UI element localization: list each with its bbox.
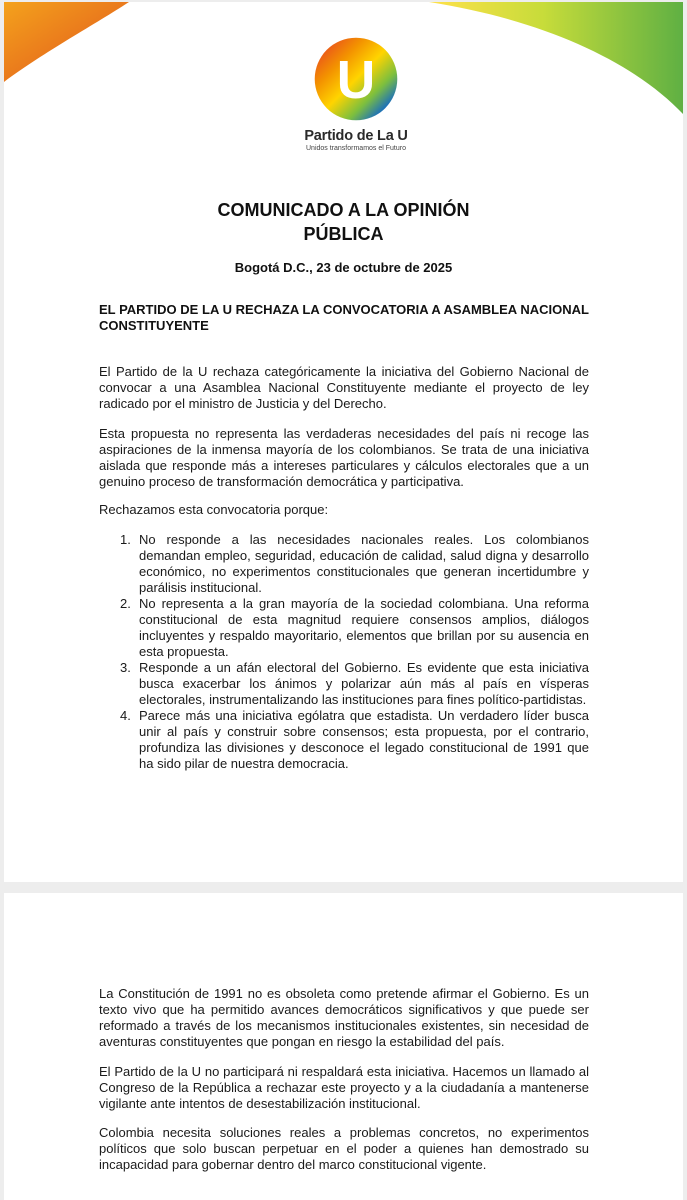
title-line-2: PÚBLICA xyxy=(303,224,384,244)
reason-item xyxy=(120,660,589,708)
reasons-list xyxy=(120,532,589,772)
reason-number: 1. xyxy=(120,532,131,547)
title-line-1: COMUNICADO A LA OPINIÓN xyxy=(217,200,470,220)
party-logo xyxy=(276,36,436,152)
headline: EL PARTIDO DE LA U RECHAZA LA CONVOCATORIA A ASAMBLEA NACIONAL CONSTITUYENTE xyxy=(99,302,589,333)
reason-item xyxy=(120,532,589,596)
document-title xyxy=(4,198,683,246)
party-tagline: Unidos transformamos el Futuro xyxy=(306,145,406,152)
reason-number: 4. xyxy=(120,708,131,723)
reason-item xyxy=(120,708,589,772)
document-page-2 xyxy=(4,893,683,1200)
document-page-1 xyxy=(4,2,683,882)
paragraph-4: El Partido de la U no participará ni respaldará esta iniciativa. Hacemos un llamado al Congreso de la República a rechazar este proyecto y a la ciudadanía a mantenerse vigilante ante intentos de desestabilización institucional. xyxy=(99,1064,589,1111)
paragraph-2: Esta propuesta no representa las verdaderas necesidades del país ni recoge las aspiraciones de la inmensa mayoría de los colombianos. Se trata de una iniciativa aislada que responde más a intereses particulares y cálculos electorales que a un genuino proceso de transformación democrática y participativa. xyxy=(99,426,589,489)
reason-number: 3. xyxy=(120,660,131,675)
dateline: Bogotá D.C., 23 de octubre de 2025 xyxy=(234,260,453,275)
reason-number: 2. xyxy=(120,596,131,611)
reason-text: No responde a las necesidades nacionales reales. Los colombianos demandan empleo, seguridad, educación de calidad, salud digna y desarrollo económico, no experimentos constitucionales que generan incertidumbre y parálisis institucional. xyxy=(139,532,589,595)
reason-text: Parece más una iniciativa ególatra que estadista. Un verdadero líder busca unir al país y construir sobre consensos; esta propuesta, por el contrario, profundiza las divisiones y desconoce el legado constitucional de 1991 que ha sido pilar de nuestra democracia. xyxy=(139,708,589,771)
logo-letter: U xyxy=(336,50,376,110)
reasons-intro: Rechazamos esta convocatoria porque: xyxy=(99,502,329,517)
party-logo-mark xyxy=(313,36,399,122)
party-name: Partido de La U xyxy=(304,128,408,144)
reason-item xyxy=(120,596,589,660)
paragraph-3: La Constitución de 1991 no es obsoleta como pretende afirmar el Gobierno. Es un texto vivo que ha permitido avances democráticos significativos y que puede ser reformado a través de los mecanismos institucionales existentes, sin necesidad de aventuras constituyentes que pongan en riesgo la estabilidad del país. xyxy=(99,986,589,1049)
reason-text: Responde a un afán electoral del Gobierno. Es evidente que esta iniciativa busca exacerbar los ánimos y polarizar aún más al país en vísperas electorales, instrumentalizando las instituciones para fines político-partidistas. xyxy=(139,660,589,707)
paragraph-1: El Partido de la U rechaza categóricamente la iniciativa del Gobierno Nacional de convocar a una Asamblea Nacional Constituyente mediante el proyecto de ley radicado por el ministro de Justicia y del Derecho. xyxy=(99,364,589,411)
paragraph-5: Colombia necesita soluciones reales a problemas concretos, no experimentos políticos que solo buscan perpetuar en el poder a quienes han demostrado su incapacidad para gobernar dentro del marco constitucional vigente. xyxy=(99,1125,589,1172)
reason-text: No representa a la gran mayoría de la sociedad colombiana. Una reforma constitucional de esta magnitud requiere consensos amplios, diálogos incluyentes y respaldo mayoritario, elementos que brillan por su ausencia en esta propuesta. xyxy=(139,596,589,659)
